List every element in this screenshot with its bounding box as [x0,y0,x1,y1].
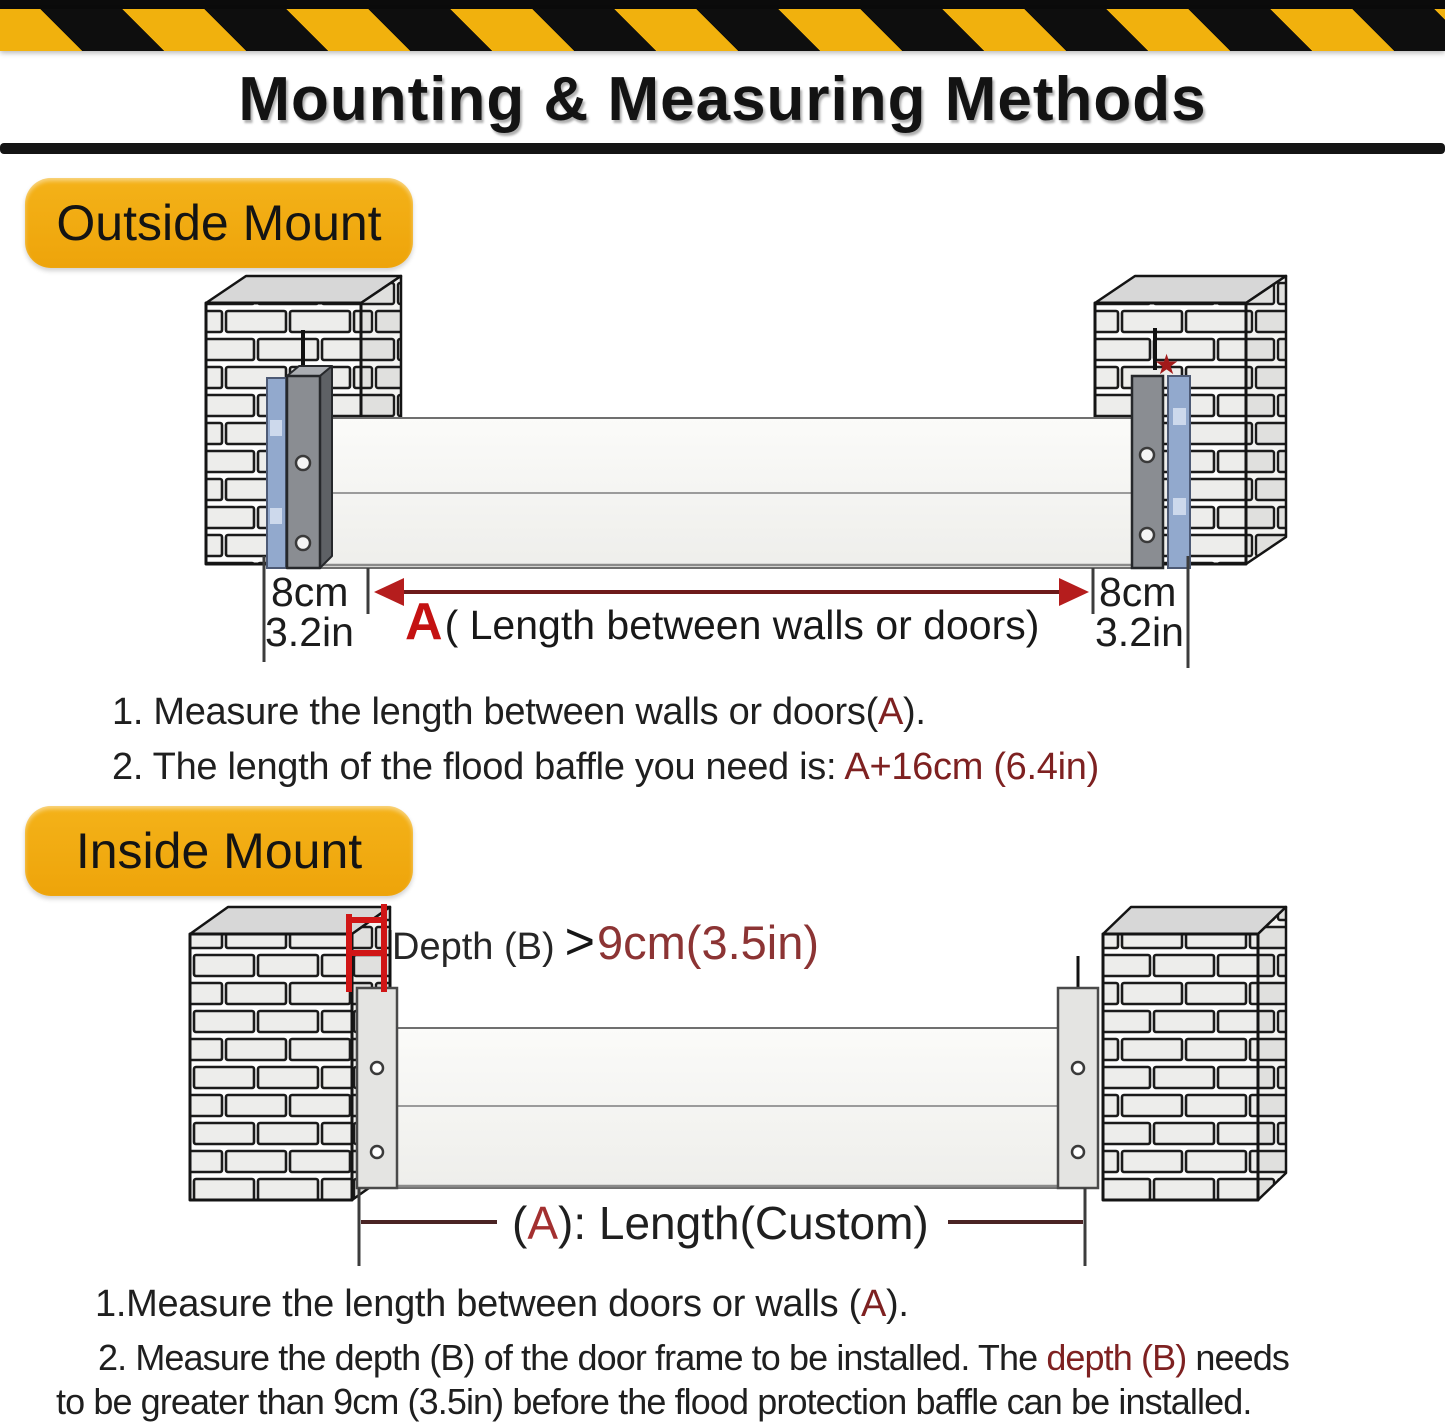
flood-barrier-panels [310,418,1150,568]
dimension-left-cm: 8cm [271,569,349,615]
outside-mount-badge [25,178,413,268]
dimension-right-cm: 8cm [1099,569,1177,615]
step-text-post: ). [885,1283,909,1325]
step-text-em: depth (B) [1046,1337,1187,1378]
step-text-post: ). [902,691,926,733]
step-text-em: A+16cm (6.4in) [844,746,1099,788]
mounting-channel-left [287,366,332,568]
mounting-channel-left [357,988,397,1188]
greater-than-symbol: > [564,913,595,971]
depth-label-text: Depth (B) [392,926,555,968]
step-text-post: needs [1186,1337,1289,1378]
length-pre: ( [512,1197,528,1249]
depth-value-text: 9cm(3.5in) [597,916,820,969]
step-text-pre: 1.Measure the length between doors or walls ( [95,1283,861,1325]
inside-step-1 [95,1283,909,1326]
inside-mount-badge-label: Inside Mount [75,823,363,879]
step-text-pre: 2. The length of the flood baffle you need is: [112,746,845,788]
inside-mount-badge [25,806,413,896]
red-star-marker: ★ [1154,349,1180,380]
step-text-em: A [877,691,903,733]
length-a-symbol: A [527,1197,559,1249]
dimension-right-in: 3.2in [1095,609,1184,655]
flood-barrier-panels [380,1028,1080,1188]
step-text-pre: to be greater than 9cm (3.5in) before the flood protection baffle can be installed. [56,1381,1252,1422]
depth-requirement-label [392,912,819,972]
step-text-em: A [860,1283,886,1325]
right-brick-pillar [1103,907,1286,1200]
seal-strip-left [267,378,286,568]
outside-step-2 [112,746,1099,789]
mounting-channel-right [1058,988,1098,1188]
header-top-bar [0,0,1445,9]
seal-strip-right [1168,376,1190,568]
custom-length-label [512,1196,929,1250]
caution-stripe-band [0,9,1445,51]
inside-step-2 [98,1337,1289,1379]
step-text-pre: 2. Measure the depth (B) of the door frame to be installed. The [98,1337,1047,1378]
inside-step-2-continued [56,1381,1251,1423]
dimension-left-in: 3.2in [265,609,354,655]
length-a-symbol: A [405,593,443,651]
length-between-walls-label [405,592,1039,652]
outside-step-1 [112,691,926,734]
outside-mount-badge-label: Outside Mount [56,195,382,251]
step-text-pre: 1. Measure the length between walls or doors( [112,691,878,733]
mounting-channel-right [1132,376,1163,568]
length-a-text: ( Length between walls or doors) [444,602,1040,648]
page-title: Mounting & Measuring Methods [238,65,1207,134]
length-post: ): Length(Custom) [558,1197,929,1249]
header-divider [0,143,1445,154]
